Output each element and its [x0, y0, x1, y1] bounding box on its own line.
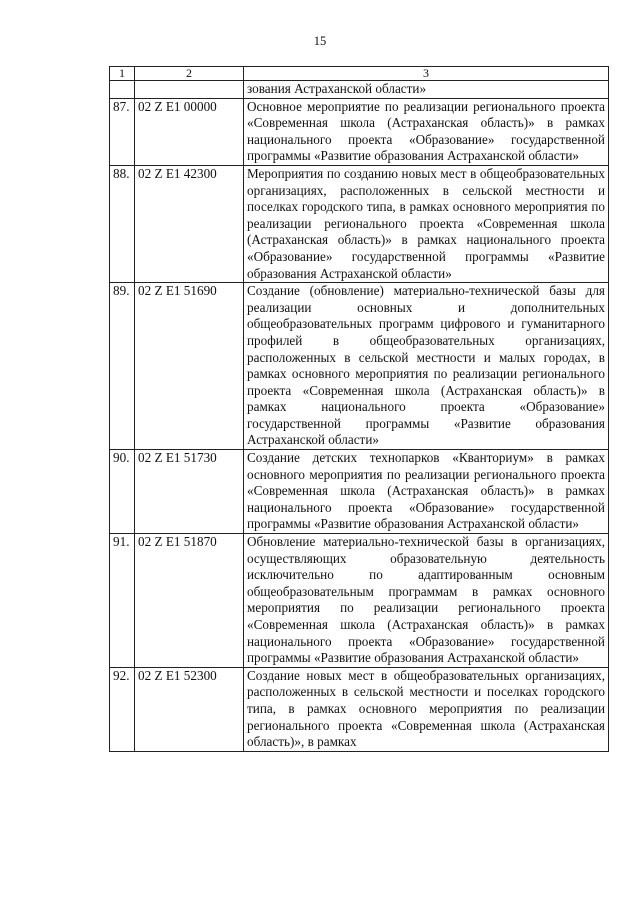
row-number: 91. [110, 534, 135, 668]
row-description: Мероприятия по созданию новых мест в общеобразовательных организациях, расположенных в сельской местности и поселках городского типа, в рамках основного мероприятия по реализации регионального проекта «Современная школа (Астраханская область)» в рамках национального проекта «Образование» государственной программы «Развитие образования Астраханской области» [244, 165, 609, 282]
row-description: Создание новых мест в общеобразовательных организациях, расположенных в сельской местности и поселках городского типа, в рамках основного мероприятия по реализации регионального проекта «Современная школа (Астраханская область)», в рамках [244, 667, 609, 751]
row-description: Создание детских технопарков «Кванториум» в рамках основного мероприятия по реализации регионального проекта «Современная школа (Астраханская область)» в рамках национального проекта «Образование» государственной программы «Развитие образования Астраханской области» [244, 450, 609, 534]
row-number: 88. [110, 165, 135, 282]
row-description: Создание (обновление) материально-технической базы для реализации основных и дополнительных общеобразовательных программ цифрового и гуманитарного профилей в общеобразовательных организациях, расположенных в сельской местности и малых городах, в рамках основного мероприятия по реализации регионального проекта «Современная школа (Астраханская область)» в рамках национального проекта «Образование» государственной программы «Развитие образования Астраханской области» [244, 283, 609, 450]
row-number: 89. [110, 283, 135, 450]
row-number: 90. [110, 450, 135, 534]
row-description: Основное мероприятие по реализации регионального проекта «Современная школа (Астраханская область)» в рамках национального проекта «Образование» государственной программы «Развитие образования Астраханской области» [244, 98, 609, 165]
budget-code: 02 Z E1 00000 [135, 98, 244, 165]
budget-code: 02 Z E1 51870 [135, 534, 244, 668]
budget-classification-table [109, 66, 609, 752]
table-row [110, 283, 609, 450]
table-row [110, 98, 609, 165]
column-number-header: 1 [110, 67, 135, 81]
row-number: 87. [110, 98, 135, 165]
budget-code: 02 Z E1 42300 [135, 165, 244, 282]
row-number: 92. [110, 667, 135, 751]
table-row [110, 667, 609, 751]
page-number: 15 [313, 34, 327, 48]
budget-code: 02 Z E1 51690 [135, 283, 244, 450]
budget-code: 02 Z E1 52300 [135, 667, 244, 751]
table-row [110, 534, 609, 668]
row-description: Обновление материально-технической базы в организациях, осуществляющих образовательную деятельность исключительно по адаптированным основным общеобразовательным программам в рамках основного мероприятия по реализации регионального проекта «Современная школа (Астраханская область)» в рамках национального проекта «Образование» государственной программы «Развитие образования Астраханской области» [244, 534, 609, 668]
continuation-row [110, 81, 609, 99]
continuation-text: зования Астраханской области» [244, 81, 609, 99]
table-row [110, 165, 609, 282]
table-header-row [110, 67, 609, 81]
column-description-header: 3 [244, 67, 609, 81]
column-code-header: 2 [135, 67, 244, 81]
budget-code: 02 Z E1 51730 [135, 450, 244, 534]
table-row [110, 450, 609, 534]
